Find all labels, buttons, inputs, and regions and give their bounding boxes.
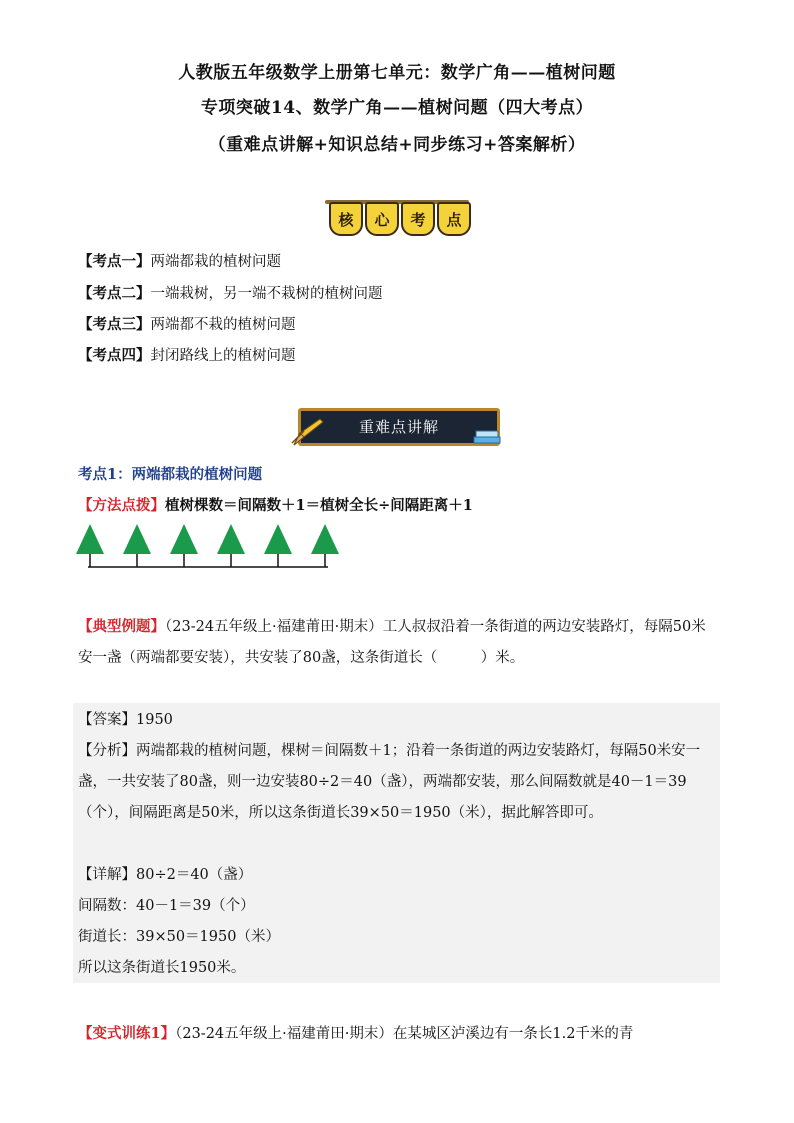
tree-icon: [217, 524, 245, 567]
example-problem: [78, 611, 720, 674]
banner-flag-1: 核: [329, 202, 363, 236]
variant-tag: 【变式训练1】: [78, 1025, 176, 1042]
answer-label: 【答案】: [78, 712, 136, 728]
tree-diagram: [74, 522, 344, 572]
point-text: 两端都栽的植树问题: [150, 254, 281, 270]
banner-flag-4: 点: [437, 202, 471, 236]
document-subtitle: 专项突破14、数学广角——植树问题（四大考点）: [200, 98, 594, 118]
key-points-banner: 重难点讲解: [298, 408, 500, 446]
banner-flag-3: 考: [401, 202, 435, 236]
detail-line: [78, 860, 720, 891]
document-title: 人教版五年级数学上册第七单元：数学广角——植树问题: [178, 63, 616, 83]
banner-flag-2: 心: [365, 202, 399, 236]
point-tag: 【考点二】: [78, 286, 151, 302]
variant-text: （23-24五年级上·福建莆田·期末）在某城区泸溪边有一条长1.2千米的青: [175, 1026, 634, 1042]
detail-step-3: 街道长：39×50＝1950（米）: [78, 929, 280, 945]
example-text: （23-24五年级上·福建莆田·期末）工人叔叔沿着一条街道的两边安装路灯，每隔50米安一盏（两端都要安装），共安装了80盏，这条街道长（ ）米。: [78, 619, 706, 666]
tree-icon: [123, 524, 151, 567]
tree-icon: [170, 524, 198, 567]
method-formula: 植树棵数＝间隔数＋1＝植树全长÷间隔距离＋1: [165, 497, 473, 514]
point-text: 两端都不栽的植树问题: [150, 317, 296, 333]
detail-step-1: 80÷2＝40（盏）: [136, 867, 253, 883]
document-subtitle-note: （重难点讲解+知识总结+同步练习+答案解析）: [208, 135, 586, 155]
method-tip: [78, 494, 473, 515]
point-tag: 【考点一】: [78, 254, 151, 270]
point-text: 一端栽树，另一端不栽树的植树问题: [150, 286, 383, 302]
method-tag: 【方法点拨】: [78, 497, 165, 514]
analysis-text: 两端都栽的植树问题，棵树＝间隔数＋1；沿着一条街道的两边安装路灯，每隔50米安一盏，一共安装了80盏，则一边安装80÷2＝40（盏），两端都安装，那么间隔数就是40－1＝39（个），间隔距离是50米，所以这条街道长39×50＝1950（米），据此解答即可。: [78, 743, 701, 821]
pencil-icon: [290, 417, 324, 447]
point-item-3: [78, 313, 296, 334]
tree-icon: [311, 524, 339, 567]
point-text: 封闭路线上的植树问题: [150, 348, 296, 364]
tree-icon: [76, 524, 104, 567]
detail-label: 【详解】: [78, 867, 136, 883]
variant-exercise: [78, 1018, 720, 1050]
section-heading: 考点1：两端都栽的植树问题: [78, 466, 263, 483]
detail-step-2: 间隔数：40－1＝39（个）: [78, 898, 255, 914]
point-item-2: [78, 282, 383, 303]
point-tag: 【考点三】: [78, 317, 151, 333]
point-item-1: [78, 250, 281, 271]
core-points-banner: [325, 198, 469, 240]
detail-conclusion: 所以这条街道长1950米。: [78, 960, 246, 976]
example-tag: 【典型例题】: [78, 618, 165, 635]
books-icon: [472, 425, 502, 445]
tree-icon: [264, 524, 292, 567]
analysis-label: 【分析】: [78, 743, 136, 759]
analysis-block: [78, 736, 720, 829]
point-item-4: [78, 344, 296, 365]
answer-line: [78, 705, 720, 736]
answer-value: 1950: [136, 712, 173, 728]
point-tag: 【考点四】: [78, 348, 151, 364]
